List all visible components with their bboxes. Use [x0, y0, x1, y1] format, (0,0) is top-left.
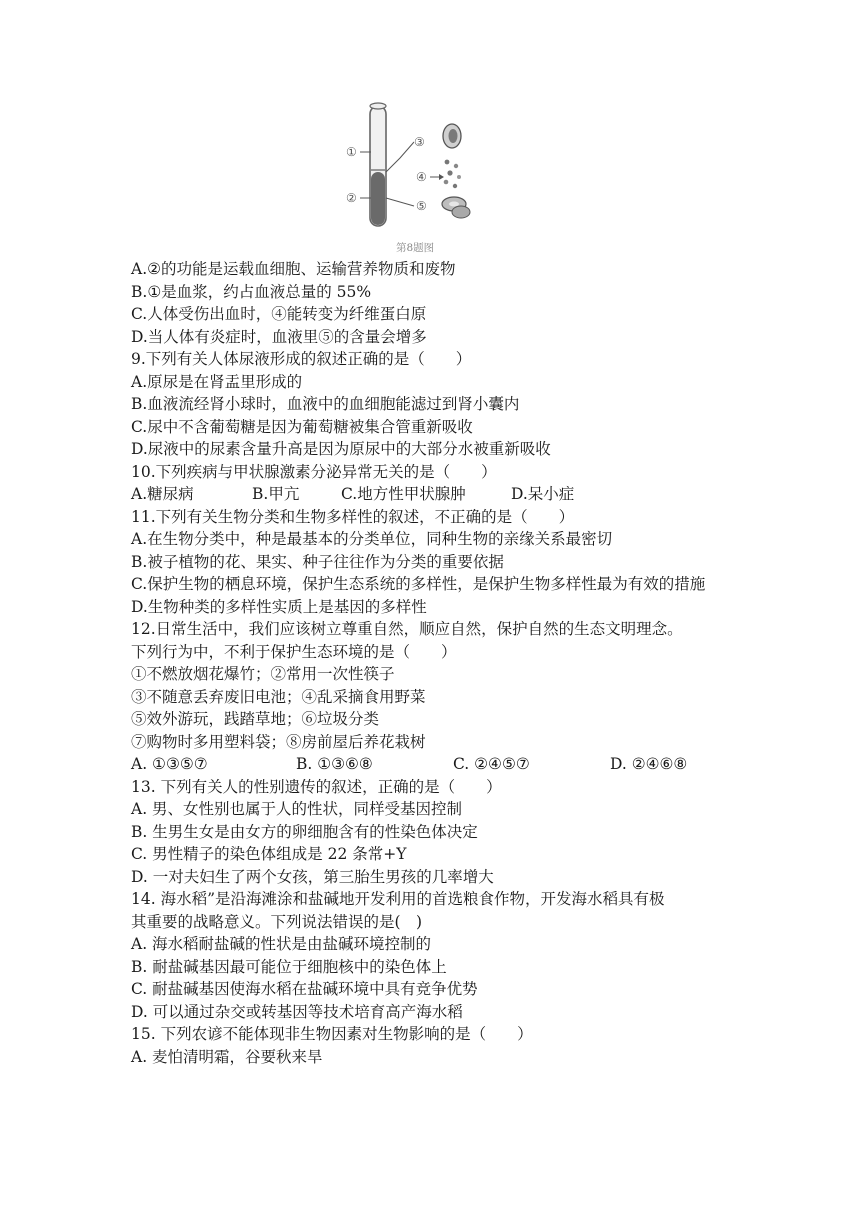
figure-caption: 第8题图 [396, 242, 435, 254]
q12-option-d: D. ②④⑥⑧ [610, 755, 688, 773]
figure-label-3: ③ [414, 135, 425, 149]
q8-option-c: C.人体受伤出血时，④能转变为纤维蛋白原 [131, 305, 427, 323]
q11-option-c: C.保护生物的栖息环境，保护生态系统的多样性，是保护生物多样性最为有效的措施 [131, 575, 706, 593]
q10-stem: 10.下列疾病与甲状腺激素分泌异常无关的是（ ） [131, 462, 497, 481]
q14-stem-line1: 14. 海水稻”是沿海滩涂和盐碱地开发利用的首选粮食作物，开发海水稻具有极 [131, 890, 665, 908]
q14-option-a: A. 海水稻耐盐碱的性状是由盐碱环境控制的 [131, 935, 432, 953]
q9-option-c: C.尿中不含葡萄糖是因为葡萄糖被集合管重新吸收 [131, 417, 473, 436]
q12-stem-line1: 12.日常生活中，我们应该树立尊重自然，顺应自然，保护自然的生态文明理念。 [131, 620, 683, 638]
q11-stem: 11.下列有关生物分类和生物多样性的叙述，不正确的是（ ） [131, 507, 575, 526]
q10-option-b: B.甲亢 [252, 485, 300, 503]
q8-option-b: B.①是血浆，约占血液总量的 55% [131, 282, 372, 301]
q11-option-b: B.被子植物的花、果实、种子往往作为分类的重要依据 [131, 552, 504, 571]
q9-option-a: A.原尿是在肾盂里形成的 [131, 372, 303, 391]
q10-option-a: A.糖尿病 [131, 485, 194, 503]
q10-option-c: C.地方性甲状腺肿 [341, 485, 466, 503]
q8-option-d: D.当人体有炎症时，血液里⑤的含量会增多 [131, 327, 427, 346]
q8-option-a: A.②的功能是运载血细胞、运输营养物质和废物 [131, 260, 456, 278]
q12-option-b: B. ①③⑥⑧ [296, 755, 373, 773]
q9-option-b: B.血液流经肾小球时，血液中的血细胞能滤过到肾小囊内 [131, 395, 520, 413]
q13-option-c: C. 男性精子的染色体组成是 22 条常+Y [131, 845, 407, 863]
blood-layers-figure [340, 100, 480, 255]
figure-label-1: ① [346, 145, 357, 159]
q14-stem-line2: 其重要的战略意义。下列说法错误的是( ) [131, 912, 423, 931]
q10-options [131, 483, 741, 506]
figure-label-4: ④ [416, 170, 427, 184]
q12-item-4: ⑦购物时多用塑料袋；⑧房前屋后养花栽树 [131, 732, 426, 751]
q10-option-d: D.呆小症 [511, 485, 575, 503]
q12-item-1: ①不燃放烟花爆竹；②常用一次性筷子 [131, 665, 395, 683]
q12-options [131, 753, 741, 776]
q14-option-d: D. 可以通过杂交或转基因等技术培育高产海水稻 [131, 1002, 463, 1021]
q14-option-b: B. 耐盐碱基因最可能位于细胞核中的染色体上 [131, 957, 447, 976]
q9-stem: 9.下列有关人体尿液形成的叙述正确的是（ ） [131, 350, 472, 368]
question-list [131, 258, 741, 1068]
q15-stem: 15. 下列农谚不能体现非生物因素对生物影响的是（ ） [131, 1025, 533, 1043]
q11-option-a: A.在生物分类中，种是最基本的分类单位，同种生物的亲缘关系最密切 [131, 530, 613, 548]
figure-label-5: ⑤ [416, 199, 427, 213]
q12-option-c: C. ②④⑤⑦ [453, 755, 530, 773]
q13-option-a: A. 男、女性别也属于人的性状，同样受基因控制 [131, 800, 463, 818]
q11-option-d: D.生物种类的多样性实质上是基因的多样性 [131, 597, 427, 616]
q14-option-c: C. 耐盐碱基因使海水稻在盐碱环境中具有竞争优势 [131, 980, 478, 998]
q13-option-b: B. 生男生女是由女方的卵细胞含有的性染色体决定 [131, 822, 478, 841]
q13-option-d: D. 一对夫妇生了两个女孩，第三胎生男孩的几率增大 [131, 867, 494, 886]
q9-option-d: D.尿液中的尿素含量升高是因为原尿中的大部分水被重新吸收 [131, 440, 551, 458]
q12-item-3: ⑤效外游玩，践踏草地；⑥垃圾分类 [131, 710, 380, 728]
q15-option-a: A. 麦怕清明霜，谷要秋来旱 [131, 1047, 323, 1066]
q13-stem: 13. 下列有关人的性别遗传的叙述，正确的是（ ） [131, 777, 502, 796]
q12-option-a: A. ①③⑤⑦ [131, 755, 208, 773]
q12-stem-line2: 下列行为中，不利于保护生态环境的是（ ） [131, 642, 457, 661]
q12-item-2: ③不随意丢弃废旧电池；④乱采摘食用野菜 [131, 687, 426, 706]
figure-label-2: ② [346, 191, 357, 205]
